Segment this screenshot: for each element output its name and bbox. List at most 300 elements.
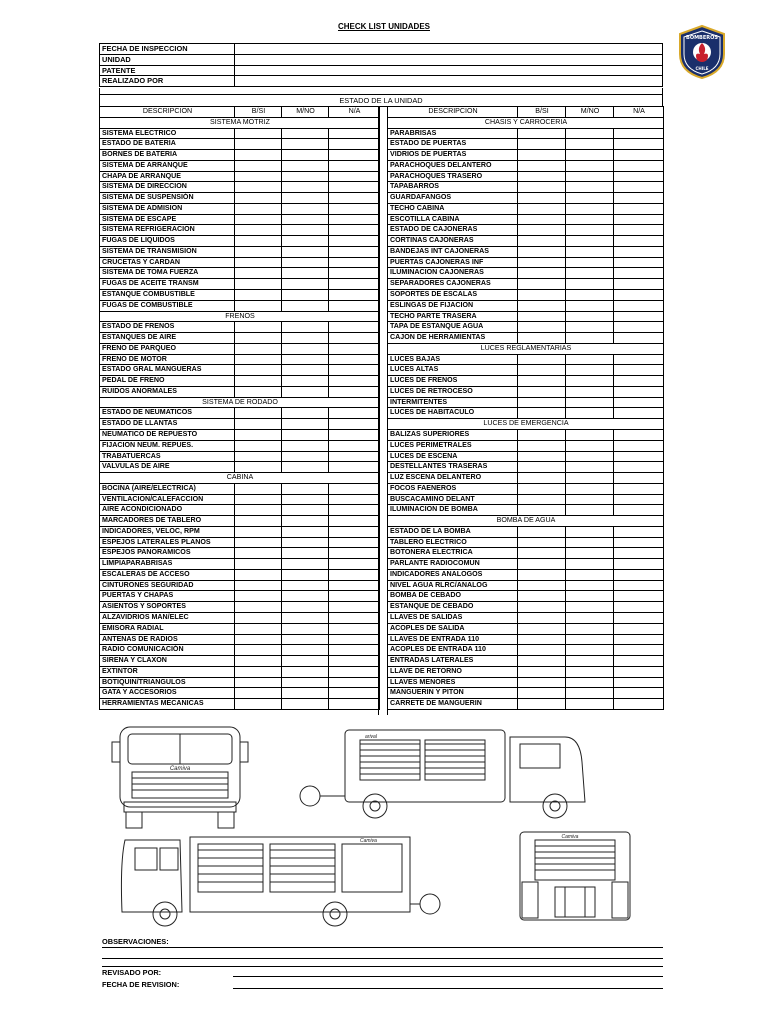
check-b-si-cell[interactable] xyxy=(235,666,282,677)
check-m-no-cell[interactable] xyxy=(282,236,329,247)
check-m-no-cell[interactable] xyxy=(566,548,614,559)
check-m-no-cell[interactable] xyxy=(566,311,614,322)
check-n-a-cell[interactable] xyxy=(329,246,380,257)
check-b-si-cell[interactable] xyxy=(235,203,282,214)
check-b-si-cell[interactable] xyxy=(235,150,282,161)
check-n-a-cell[interactable] xyxy=(329,214,380,225)
check-m-no-cell[interactable] xyxy=(282,246,329,257)
check-b-si-cell[interactable] xyxy=(518,214,566,225)
check-m-no-cell[interactable] xyxy=(566,225,614,236)
check-b-si-cell[interactable] xyxy=(518,537,566,548)
check-n-a-cell[interactable] xyxy=(329,193,380,204)
check-b-si-cell[interactable] xyxy=(518,128,566,139)
check-m-no-cell[interactable] xyxy=(566,128,614,139)
check-n-a-cell[interactable] xyxy=(329,236,380,247)
check-m-no-cell[interactable] xyxy=(282,333,329,344)
check-m-no-cell[interactable] xyxy=(282,182,329,193)
check-b-si-cell[interactable] xyxy=(518,656,566,667)
check-n-a-cell[interactable] xyxy=(329,128,380,139)
check-n-a-cell[interactable] xyxy=(329,580,380,591)
check-b-si-cell[interactable] xyxy=(235,634,282,645)
check-n-a-cell[interactable] xyxy=(329,386,380,397)
check-n-a-cell[interactable] xyxy=(329,537,380,548)
check-n-a-cell[interactable] xyxy=(329,225,380,236)
header-field-value[interactable] xyxy=(235,65,663,76)
check-m-no-cell[interactable] xyxy=(282,656,329,667)
check-b-si-cell[interactable] xyxy=(518,290,566,301)
check-m-no-cell[interactable] xyxy=(566,160,614,171)
check-n-a-cell[interactable] xyxy=(614,279,664,290)
check-b-si-cell[interactable] xyxy=(235,645,282,656)
check-b-si-cell[interactable] xyxy=(235,139,282,150)
check-m-no-cell[interactable] xyxy=(282,688,329,699)
check-m-no-cell[interactable] xyxy=(282,569,329,580)
check-n-a-cell[interactable] xyxy=(614,656,664,667)
check-n-a-cell[interactable] xyxy=(614,591,664,602)
check-m-no-cell[interactable] xyxy=(566,602,614,613)
check-b-si-cell[interactable] xyxy=(518,440,566,451)
check-m-no-cell[interactable] xyxy=(566,429,614,440)
check-b-si-cell[interactable] xyxy=(518,236,566,247)
check-m-no-cell[interactable] xyxy=(566,290,614,301)
check-b-si-cell[interactable] xyxy=(518,150,566,161)
check-n-a-cell[interactable] xyxy=(329,333,380,344)
check-n-a-cell[interactable] xyxy=(614,451,664,462)
check-b-si-cell[interactable] xyxy=(518,300,566,311)
check-n-a-cell[interactable] xyxy=(329,139,380,150)
check-b-si-cell[interactable] xyxy=(235,591,282,602)
check-b-si-cell[interactable] xyxy=(518,494,566,505)
check-m-no-cell[interactable] xyxy=(282,171,329,182)
fecha-revision-line[interactable] xyxy=(233,988,663,989)
check-n-a-cell[interactable] xyxy=(614,311,664,322)
check-n-a-cell[interactable] xyxy=(329,300,380,311)
check-b-si-cell[interactable] xyxy=(518,365,566,376)
check-b-si-cell[interactable] xyxy=(235,623,282,634)
check-m-no-cell[interactable] xyxy=(282,290,329,301)
check-b-si-cell[interactable] xyxy=(518,279,566,290)
check-b-si-cell[interactable] xyxy=(518,333,566,344)
check-m-no-cell[interactable] xyxy=(566,612,614,623)
check-n-a-cell[interactable] xyxy=(614,354,664,365)
check-m-no-cell[interactable] xyxy=(282,429,329,440)
check-n-a-cell[interactable] xyxy=(329,559,380,570)
check-b-si-cell[interactable] xyxy=(235,354,282,365)
check-n-a-cell[interactable] xyxy=(329,429,380,440)
check-b-si-cell[interactable] xyxy=(235,419,282,430)
check-n-a-cell[interactable] xyxy=(329,602,380,613)
check-n-a-cell[interactable] xyxy=(614,580,664,591)
check-b-si-cell[interactable] xyxy=(235,171,282,182)
check-m-no-cell[interactable] xyxy=(566,483,614,494)
check-m-no-cell[interactable] xyxy=(282,483,329,494)
check-m-no-cell[interactable] xyxy=(282,257,329,268)
observaciones-line-1[interactable] xyxy=(102,947,663,948)
check-b-si-cell[interactable] xyxy=(518,171,566,182)
check-n-a-cell[interactable] xyxy=(614,182,664,193)
check-n-a-cell[interactable] xyxy=(614,666,664,677)
check-b-si-cell[interactable] xyxy=(235,483,282,494)
check-n-a-cell[interactable] xyxy=(614,473,664,484)
check-n-a-cell[interactable] xyxy=(329,548,380,559)
check-n-a-cell[interactable] xyxy=(329,591,380,602)
check-n-a-cell[interactable] xyxy=(329,203,380,214)
check-m-no-cell[interactable] xyxy=(282,623,329,634)
observaciones-line-3[interactable] xyxy=(102,966,663,967)
check-m-no-cell[interactable] xyxy=(566,386,614,397)
check-b-si-cell[interactable] xyxy=(518,354,566,365)
check-b-si-cell[interactable] xyxy=(235,429,282,440)
check-b-si-cell[interactable] xyxy=(518,246,566,257)
check-m-no-cell[interactable] xyxy=(282,451,329,462)
check-m-no-cell[interactable] xyxy=(282,214,329,225)
check-m-no-cell[interactable] xyxy=(566,214,614,225)
check-n-a-cell[interactable] xyxy=(329,160,380,171)
check-m-no-cell[interactable] xyxy=(566,322,614,333)
check-m-no-cell[interactable] xyxy=(566,699,614,710)
check-n-a-cell[interactable] xyxy=(614,376,664,387)
check-m-no-cell[interactable] xyxy=(566,408,614,419)
check-b-si-cell[interactable] xyxy=(518,203,566,214)
check-b-si-cell[interactable] xyxy=(235,300,282,311)
check-n-a-cell[interactable] xyxy=(329,526,380,537)
check-m-no-cell[interactable] xyxy=(566,537,614,548)
check-b-si-cell[interactable] xyxy=(518,688,566,699)
revisado-line[interactable] xyxy=(233,976,663,977)
check-b-si-cell[interactable] xyxy=(518,483,566,494)
check-m-no-cell[interactable] xyxy=(566,677,614,688)
check-m-no-cell[interactable] xyxy=(282,343,329,354)
check-n-a-cell[interactable] xyxy=(329,376,380,387)
check-m-no-cell[interactable] xyxy=(282,300,329,311)
check-m-no-cell[interactable] xyxy=(566,645,614,656)
check-m-no-cell[interactable] xyxy=(282,203,329,214)
check-m-no-cell[interactable] xyxy=(566,559,614,570)
check-b-si-cell[interactable] xyxy=(235,462,282,473)
check-n-a-cell[interactable] xyxy=(329,494,380,505)
check-b-si-cell[interactable] xyxy=(235,182,282,193)
check-b-si-cell[interactable] xyxy=(518,376,566,387)
check-n-a-cell[interactable] xyxy=(614,150,664,161)
check-m-no-cell[interactable] xyxy=(282,645,329,656)
check-b-si-cell[interactable] xyxy=(235,494,282,505)
check-n-a-cell[interactable] xyxy=(614,559,664,570)
check-m-no-cell[interactable] xyxy=(566,365,614,376)
check-m-no-cell[interactable] xyxy=(566,623,614,634)
check-m-no-cell[interactable] xyxy=(566,666,614,677)
check-b-si-cell[interactable] xyxy=(235,160,282,171)
check-n-a-cell[interactable] xyxy=(614,333,664,344)
check-b-si-cell[interactable] xyxy=(518,451,566,462)
check-m-no-cell[interactable] xyxy=(566,634,614,645)
check-m-no-cell[interactable] xyxy=(566,246,614,257)
check-m-no-cell[interactable] xyxy=(566,182,614,193)
check-n-a-cell[interactable] xyxy=(614,386,664,397)
check-n-a-cell[interactable] xyxy=(329,645,380,656)
check-n-a-cell[interactable] xyxy=(614,193,664,204)
check-b-si-cell[interactable] xyxy=(518,322,566,333)
check-m-no-cell[interactable] xyxy=(282,322,329,333)
check-n-a-cell[interactable] xyxy=(614,483,664,494)
check-m-no-cell[interactable] xyxy=(282,494,329,505)
check-m-no-cell[interactable] xyxy=(566,505,614,516)
check-n-a-cell[interactable] xyxy=(614,225,664,236)
check-n-a-cell[interactable] xyxy=(614,397,664,408)
check-b-si-cell[interactable] xyxy=(235,128,282,139)
header-field-value[interactable] xyxy=(235,76,663,87)
check-n-a-cell[interactable] xyxy=(614,128,664,139)
check-b-si-cell[interactable] xyxy=(518,160,566,171)
check-b-si-cell[interactable] xyxy=(235,559,282,570)
check-m-no-cell[interactable] xyxy=(566,656,614,667)
check-n-a-cell[interactable] xyxy=(329,354,380,365)
check-b-si-cell[interactable] xyxy=(235,193,282,204)
check-b-si-cell[interactable] xyxy=(518,505,566,516)
check-n-a-cell[interactable] xyxy=(329,666,380,677)
check-m-no-cell[interactable] xyxy=(282,419,329,430)
check-b-si-cell[interactable] xyxy=(518,473,566,484)
check-n-a-cell[interactable] xyxy=(614,634,664,645)
check-n-a-cell[interactable] xyxy=(614,160,664,171)
check-m-no-cell[interactable] xyxy=(282,354,329,365)
check-m-no-cell[interactable] xyxy=(282,268,329,279)
check-b-si-cell[interactable] xyxy=(518,139,566,150)
check-b-si-cell[interactable] xyxy=(235,440,282,451)
check-n-a-cell[interactable] xyxy=(614,171,664,182)
check-b-si-cell[interactable] xyxy=(518,311,566,322)
check-b-si-cell[interactable] xyxy=(235,386,282,397)
check-n-a-cell[interactable] xyxy=(614,300,664,311)
check-m-no-cell[interactable] xyxy=(282,279,329,290)
check-n-a-cell[interactable] xyxy=(614,548,664,559)
check-b-si-cell[interactable] xyxy=(235,290,282,301)
check-m-no-cell[interactable] xyxy=(282,225,329,236)
check-m-no-cell[interactable] xyxy=(566,236,614,247)
check-b-si-cell[interactable] xyxy=(518,591,566,602)
header-field-value[interactable] xyxy=(235,44,663,55)
check-n-a-cell[interactable] xyxy=(329,623,380,634)
check-n-a-cell[interactable] xyxy=(329,279,380,290)
check-b-si-cell[interactable] xyxy=(235,656,282,667)
check-n-a-cell[interactable] xyxy=(614,494,664,505)
check-m-no-cell[interactable] xyxy=(282,677,329,688)
check-b-si-cell[interactable] xyxy=(518,408,566,419)
check-b-si-cell[interactable] xyxy=(235,699,282,710)
check-m-no-cell[interactable] xyxy=(282,505,329,516)
check-b-si-cell[interactable] xyxy=(518,569,566,580)
check-m-no-cell[interactable] xyxy=(282,160,329,171)
check-m-no-cell[interactable] xyxy=(566,526,614,537)
check-b-si-cell[interactable] xyxy=(518,225,566,236)
check-m-no-cell[interactable] xyxy=(566,139,614,150)
check-m-no-cell[interactable] xyxy=(282,634,329,645)
check-n-a-cell[interactable] xyxy=(329,612,380,623)
check-b-si-cell[interactable] xyxy=(518,429,566,440)
check-n-a-cell[interactable] xyxy=(614,322,664,333)
check-m-no-cell[interactable] xyxy=(282,559,329,570)
check-b-si-cell[interactable] xyxy=(235,279,282,290)
check-b-si-cell[interactable] xyxy=(518,397,566,408)
check-m-no-cell[interactable] xyxy=(566,462,614,473)
check-m-no-cell[interactable] xyxy=(566,473,614,484)
check-b-si-cell[interactable] xyxy=(518,699,566,710)
check-n-a-cell[interactable] xyxy=(329,171,380,182)
check-n-a-cell[interactable] xyxy=(614,214,664,225)
check-m-no-cell[interactable] xyxy=(566,333,614,344)
check-b-si-cell[interactable] xyxy=(518,623,566,634)
check-b-si-cell[interactable] xyxy=(235,236,282,247)
check-n-a-cell[interactable] xyxy=(614,236,664,247)
check-m-no-cell[interactable] xyxy=(566,397,614,408)
check-n-a-cell[interactable] xyxy=(329,322,380,333)
check-m-no-cell[interactable] xyxy=(282,516,329,527)
check-n-a-cell[interactable] xyxy=(614,268,664,279)
check-b-si-cell[interactable] xyxy=(518,602,566,613)
check-m-no-cell[interactable] xyxy=(566,688,614,699)
check-n-a-cell[interactable] xyxy=(329,182,380,193)
check-m-no-cell[interactable] xyxy=(566,171,614,182)
check-m-no-cell[interactable] xyxy=(566,150,614,161)
check-n-a-cell[interactable] xyxy=(329,483,380,494)
check-m-no-cell[interactable] xyxy=(566,591,614,602)
check-m-no-cell[interactable] xyxy=(282,526,329,537)
check-n-a-cell[interactable] xyxy=(614,440,664,451)
check-m-no-cell[interactable] xyxy=(282,699,329,710)
check-b-si-cell[interactable] xyxy=(235,580,282,591)
check-n-a-cell[interactable] xyxy=(614,623,664,634)
check-n-a-cell[interactable] xyxy=(329,440,380,451)
check-m-no-cell[interactable] xyxy=(566,257,614,268)
check-n-a-cell[interactable] xyxy=(614,246,664,257)
check-m-no-cell[interactable] xyxy=(566,451,614,462)
check-b-si-cell[interactable] xyxy=(235,268,282,279)
check-b-si-cell[interactable] xyxy=(518,548,566,559)
check-n-a-cell[interactable] xyxy=(329,677,380,688)
check-m-no-cell[interactable] xyxy=(282,128,329,139)
check-m-no-cell[interactable] xyxy=(566,354,614,365)
check-m-no-cell[interactable] xyxy=(282,150,329,161)
check-n-a-cell[interactable] xyxy=(329,365,380,376)
check-n-a-cell[interactable] xyxy=(329,419,380,430)
check-m-no-cell[interactable] xyxy=(282,408,329,419)
check-b-si-cell[interactable] xyxy=(518,612,566,623)
check-n-a-cell[interactable] xyxy=(614,537,664,548)
check-n-a-cell[interactable] xyxy=(329,290,380,301)
check-m-no-cell[interactable] xyxy=(282,193,329,204)
check-b-si-cell[interactable] xyxy=(518,677,566,688)
check-b-si-cell[interactable] xyxy=(235,225,282,236)
check-m-no-cell[interactable] xyxy=(566,300,614,311)
check-b-si-cell[interactable] xyxy=(518,462,566,473)
check-n-a-cell[interactable] xyxy=(614,612,664,623)
check-n-a-cell[interactable] xyxy=(614,699,664,710)
check-b-si-cell[interactable] xyxy=(235,505,282,516)
check-m-no-cell[interactable] xyxy=(282,602,329,613)
check-n-a-cell[interactable] xyxy=(614,203,664,214)
check-b-si-cell[interactable] xyxy=(235,688,282,699)
check-b-si-cell[interactable] xyxy=(235,333,282,344)
check-m-no-cell[interactable] xyxy=(282,462,329,473)
check-n-a-cell[interactable] xyxy=(329,516,380,527)
check-m-no-cell[interactable] xyxy=(282,139,329,150)
check-n-a-cell[interactable] xyxy=(614,677,664,688)
check-b-si-cell[interactable] xyxy=(235,451,282,462)
check-n-a-cell[interactable] xyxy=(614,645,664,656)
check-b-si-cell[interactable] xyxy=(235,365,282,376)
check-n-a-cell[interactable] xyxy=(329,150,380,161)
check-m-no-cell[interactable] xyxy=(282,386,329,397)
check-n-a-cell[interactable] xyxy=(329,257,380,268)
check-n-a-cell[interactable] xyxy=(329,656,380,667)
check-n-a-cell[interactable] xyxy=(329,408,380,419)
check-b-si-cell[interactable] xyxy=(235,677,282,688)
check-b-si-cell[interactable] xyxy=(518,257,566,268)
check-n-a-cell[interactable] xyxy=(329,462,380,473)
check-n-a-cell[interactable] xyxy=(329,634,380,645)
check-m-no-cell[interactable] xyxy=(566,203,614,214)
check-n-a-cell[interactable] xyxy=(614,290,664,301)
check-m-no-cell[interactable] xyxy=(566,580,614,591)
check-m-no-cell[interactable] xyxy=(282,537,329,548)
check-m-no-cell[interactable] xyxy=(566,569,614,580)
observaciones-line-2[interactable] xyxy=(102,958,663,959)
check-b-si-cell[interactable] xyxy=(235,376,282,387)
check-m-no-cell[interactable] xyxy=(566,193,614,204)
check-b-si-cell[interactable] xyxy=(235,343,282,354)
check-b-si-cell[interactable] xyxy=(235,612,282,623)
check-n-a-cell[interactable] xyxy=(614,429,664,440)
check-n-a-cell[interactable] xyxy=(329,505,380,516)
header-field-value[interactable] xyxy=(235,54,663,65)
check-m-no-cell[interactable] xyxy=(282,666,329,677)
check-m-no-cell[interactable] xyxy=(566,268,614,279)
check-b-si-cell[interactable] xyxy=(518,559,566,570)
check-m-no-cell[interactable] xyxy=(282,612,329,623)
check-b-si-cell[interactable] xyxy=(518,634,566,645)
check-n-a-cell[interactable] xyxy=(329,569,380,580)
check-n-a-cell[interactable] xyxy=(614,526,664,537)
check-n-a-cell[interactable] xyxy=(329,699,380,710)
check-n-a-cell[interactable] xyxy=(614,602,664,613)
check-b-si-cell[interactable] xyxy=(235,246,282,257)
check-m-no-cell[interactable] xyxy=(566,279,614,290)
check-m-no-cell[interactable] xyxy=(282,591,329,602)
check-n-a-cell[interactable] xyxy=(329,688,380,699)
check-m-no-cell[interactable] xyxy=(566,440,614,451)
check-m-no-cell[interactable] xyxy=(282,580,329,591)
check-n-a-cell[interactable] xyxy=(614,505,664,516)
check-b-si-cell[interactable] xyxy=(518,268,566,279)
check-b-si-cell[interactable] xyxy=(518,386,566,397)
check-b-si-cell[interactable] xyxy=(235,537,282,548)
check-m-no-cell[interactable] xyxy=(566,376,614,387)
check-n-a-cell[interactable] xyxy=(614,139,664,150)
check-b-si-cell[interactable] xyxy=(518,645,566,656)
check-b-si-cell[interactable] xyxy=(235,526,282,537)
check-n-a-cell[interactable] xyxy=(329,451,380,462)
check-b-si-cell[interactable] xyxy=(235,322,282,333)
check-m-no-cell[interactable] xyxy=(566,494,614,505)
check-b-si-cell[interactable] xyxy=(518,526,566,537)
check-b-si-cell[interactable] xyxy=(235,408,282,419)
check-m-no-cell[interactable] xyxy=(282,365,329,376)
check-b-si-cell[interactable] xyxy=(518,580,566,591)
check-b-si-cell[interactable] xyxy=(518,193,566,204)
check-b-si-cell[interactable] xyxy=(235,602,282,613)
check-b-si-cell[interactable] xyxy=(235,569,282,580)
check-b-si-cell[interactable] xyxy=(235,516,282,527)
check-n-a-cell[interactable] xyxy=(614,569,664,580)
